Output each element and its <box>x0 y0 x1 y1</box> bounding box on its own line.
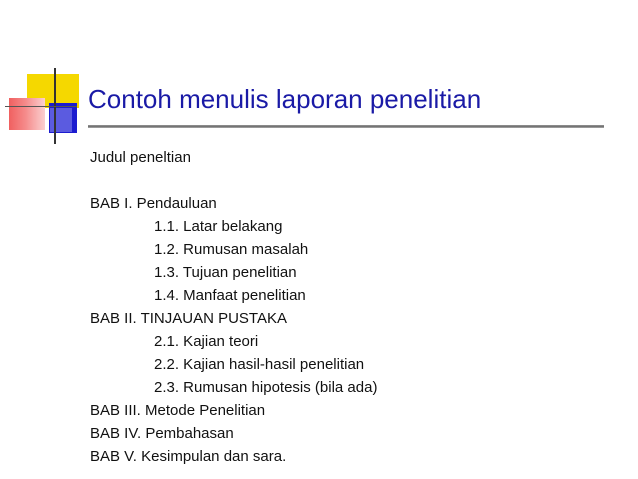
outline-line-1-1: 1.1. Latar belakang <box>154 218 283 235</box>
outline-line-2-1: 2.1. Kajian teori <box>154 333 259 350</box>
outline-line-2-2: 2.2. Kajian hasil-hasil penelitian <box>154 356 365 373</box>
outline-line-title: Judul peneltian <box>90 149 191 166</box>
outline-line-bab-4: BAB IV. Pembahasan <box>90 425 234 442</box>
outline-line-bab-2: BAB II. TINJAUAN PUSTAKA <box>90 310 287 327</box>
slide-title: Contoh menulis laporan penelitian <box>88 84 482 114</box>
title-underline <box>88 125 604 128</box>
outline-line-1-2: 1.2. Rumusan masalah <box>154 241 309 258</box>
decorative-red-gradient-square <box>9 98 45 130</box>
outline-list <box>90 146 620 468</box>
outline-line-bab-3: BAB III. Metode Penelitian <box>90 402 266 419</box>
decorative-horizontal-line <box>5 106 77 107</box>
outline-line-1-4: 1.4. Manfaat penelitian <box>154 287 306 304</box>
outline-line-bab-1: BAB I. Pendauluan <box>90 195 217 212</box>
outline-line-2-3: 2.3. Rumusan hipotesis (bila ada) <box>154 379 378 396</box>
outline-line-1-3: 1.3. Tujuan penelitian <box>154 264 297 281</box>
outline-line-bab-5: BAB V. Kesimpulan dan sara. <box>90 448 287 465</box>
